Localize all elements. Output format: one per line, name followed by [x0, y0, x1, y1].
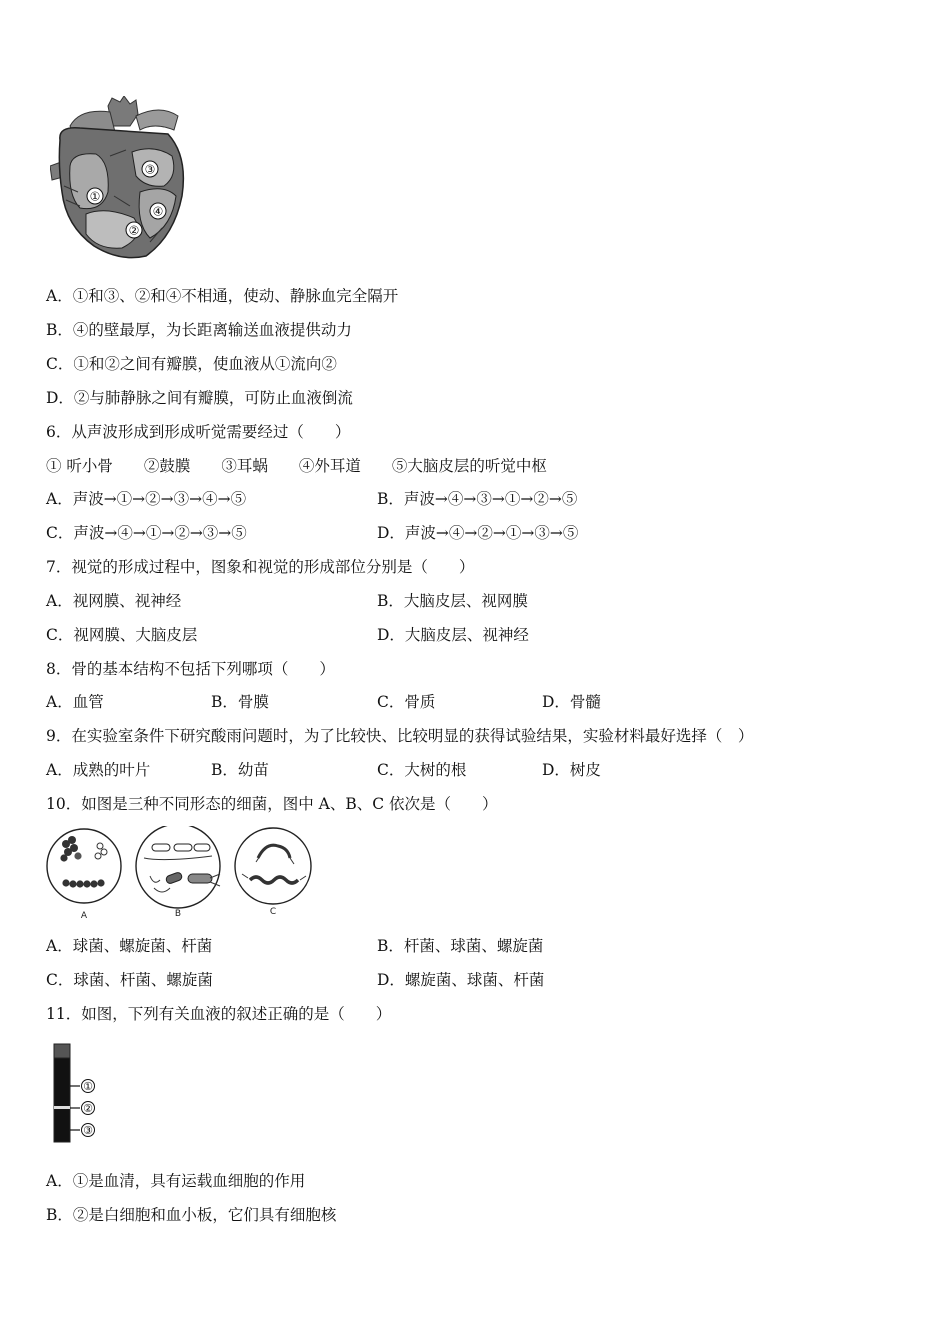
tube-label-2: ② — [83, 1102, 93, 1115]
q9-stem: 9．在实验室条件下研究酸雨问题时，为了比较快、比较明显的获得试验结果，实验材料最好选择（ ） — [46, 727, 754, 745]
heart-figure — [50, 96, 190, 262]
bacteria-c-spirilla — [235, 828, 311, 917]
q7-option-b: B．大脑皮层、视网膜 — [377, 592, 528, 610]
q6-items: ① 听小骨 ②鼓膜 ③耳蜗 ④外耳道 ⑤大脑皮层的听觉中枢 — [46, 457, 547, 475]
q7-stem: 7．视觉的形成过程中，图象和视觉的形成部位分别是（ ） — [46, 558, 475, 576]
q6-stem: 6．从声波形成到形成听觉需要经过（ ） — [46, 423, 351, 441]
figure-label-a: A — [80, 911, 88, 921]
q9-option-a: A．成熟的叶片 — [46, 761, 151, 779]
heart-label-2: ② — [128, 223, 140, 238]
bacteria-figure — [44, 826, 316, 922]
q7-option-a: A．视网膜、视神经 — [46, 592, 182, 610]
q5-option-a: A．①和③、②和④不相通，使动、静脉血完全隔开 — [46, 287, 399, 305]
heart-label-4: ④ — [152, 204, 164, 219]
q10-option-d: D．螺旋菌、球菌、杆菌 — [377, 971, 545, 989]
q5-option-c: C．①和②之间有瓣膜，使血液从①流向② — [46, 355, 337, 373]
q7-option-c: C．视网膜、大脑皮层 — [46, 626, 198, 644]
q8-option-c: C．骨质 — [377, 693, 436, 711]
q11-stem: 11．如图，下列有关血液的叙述正确的是（ ） — [46, 1005, 392, 1023]
q9-option-c: C．大树的根 — [377, 761, 467, 779]
q5-option-d: D．②与肺静脉之间有瓣膜，可防止血液倒流 — [46, 389, 353, 407]
q9-option-b: B．幼苗 — [211, 761, 269, 779]
q8-option-a: A．血管 — [46, 693, 104, 711]
q8-option-b: B．骨膜 — [211, 693, 269, 711]
q10-stem: 10．如图是三种不同形态的细菌，图中 A、B、C 依次是（ ） — [46, 795, 498, 813]
heart-label-1: ① — [89, 189, 101, 204]
q10-option-c: C．球菌、杆菌、螺旋菌 — [46, 971, 213, 989]
tube-label-1: ① — [83, 1080, 93, 1093]
figure-label-b: B — [174, 909, 182, 919]
q6-option-d: D．声波→④→②→①→③→⑤ — [377, 524, 579, 542]
q6-option-b: B．声波→④→③→①→②→⑤ — [377, 490, 578, 508]
q5-option-b: B．④的壁最厚，为长距离输送血液提供动力 — [46, 321, 352, 339]
blood-tube-figure — [44, 1040, 102, 1148]
q6-option-a: A．声波→①→②→③→④→⑤ — [46, 490, 247, 508]
q11-option-b: B．②是白细胞和血小板，它们具有细胞核 — [46, 1206, 337, 1224]
bacteria-b-bacilli — [136, 826, 220, 919]
q9-option-d: D．树皮 — [542, 761, 601, 779]
q8-stem: 8．骨的基本结构不包括下列哪项（ ） — [46, 660, 335, 678]
heart-label-3: ③ — [144, 162, 156, 177]
q10-option-b: B．杆菌、球菌、螺旋菌 — [377, 937, 544, 955]
bacteria-a-cocci — [47, 829, 121, 921]
q8-option-d: D．骨髓 — [542, 693, 601, 711]
q11-option-a: A．①是血清，具有运载血细胞的作用 — [46, 1172, 306, 1190]
tube-label-3: ③ — [83, 1124, 93, 1137]
q7-option-d: D．大脑皮层、视神经 — [377, 626, 529, 644]
q10-option-a: A．球菌、螺旋菌、杆菌 — [46, 937, 213, 955]
q6-option-c: C．声波→④→①→②→③→⑤ — [46, 524, 247, 542]
figure-label-c: C — [269, 907, 277, 917]
